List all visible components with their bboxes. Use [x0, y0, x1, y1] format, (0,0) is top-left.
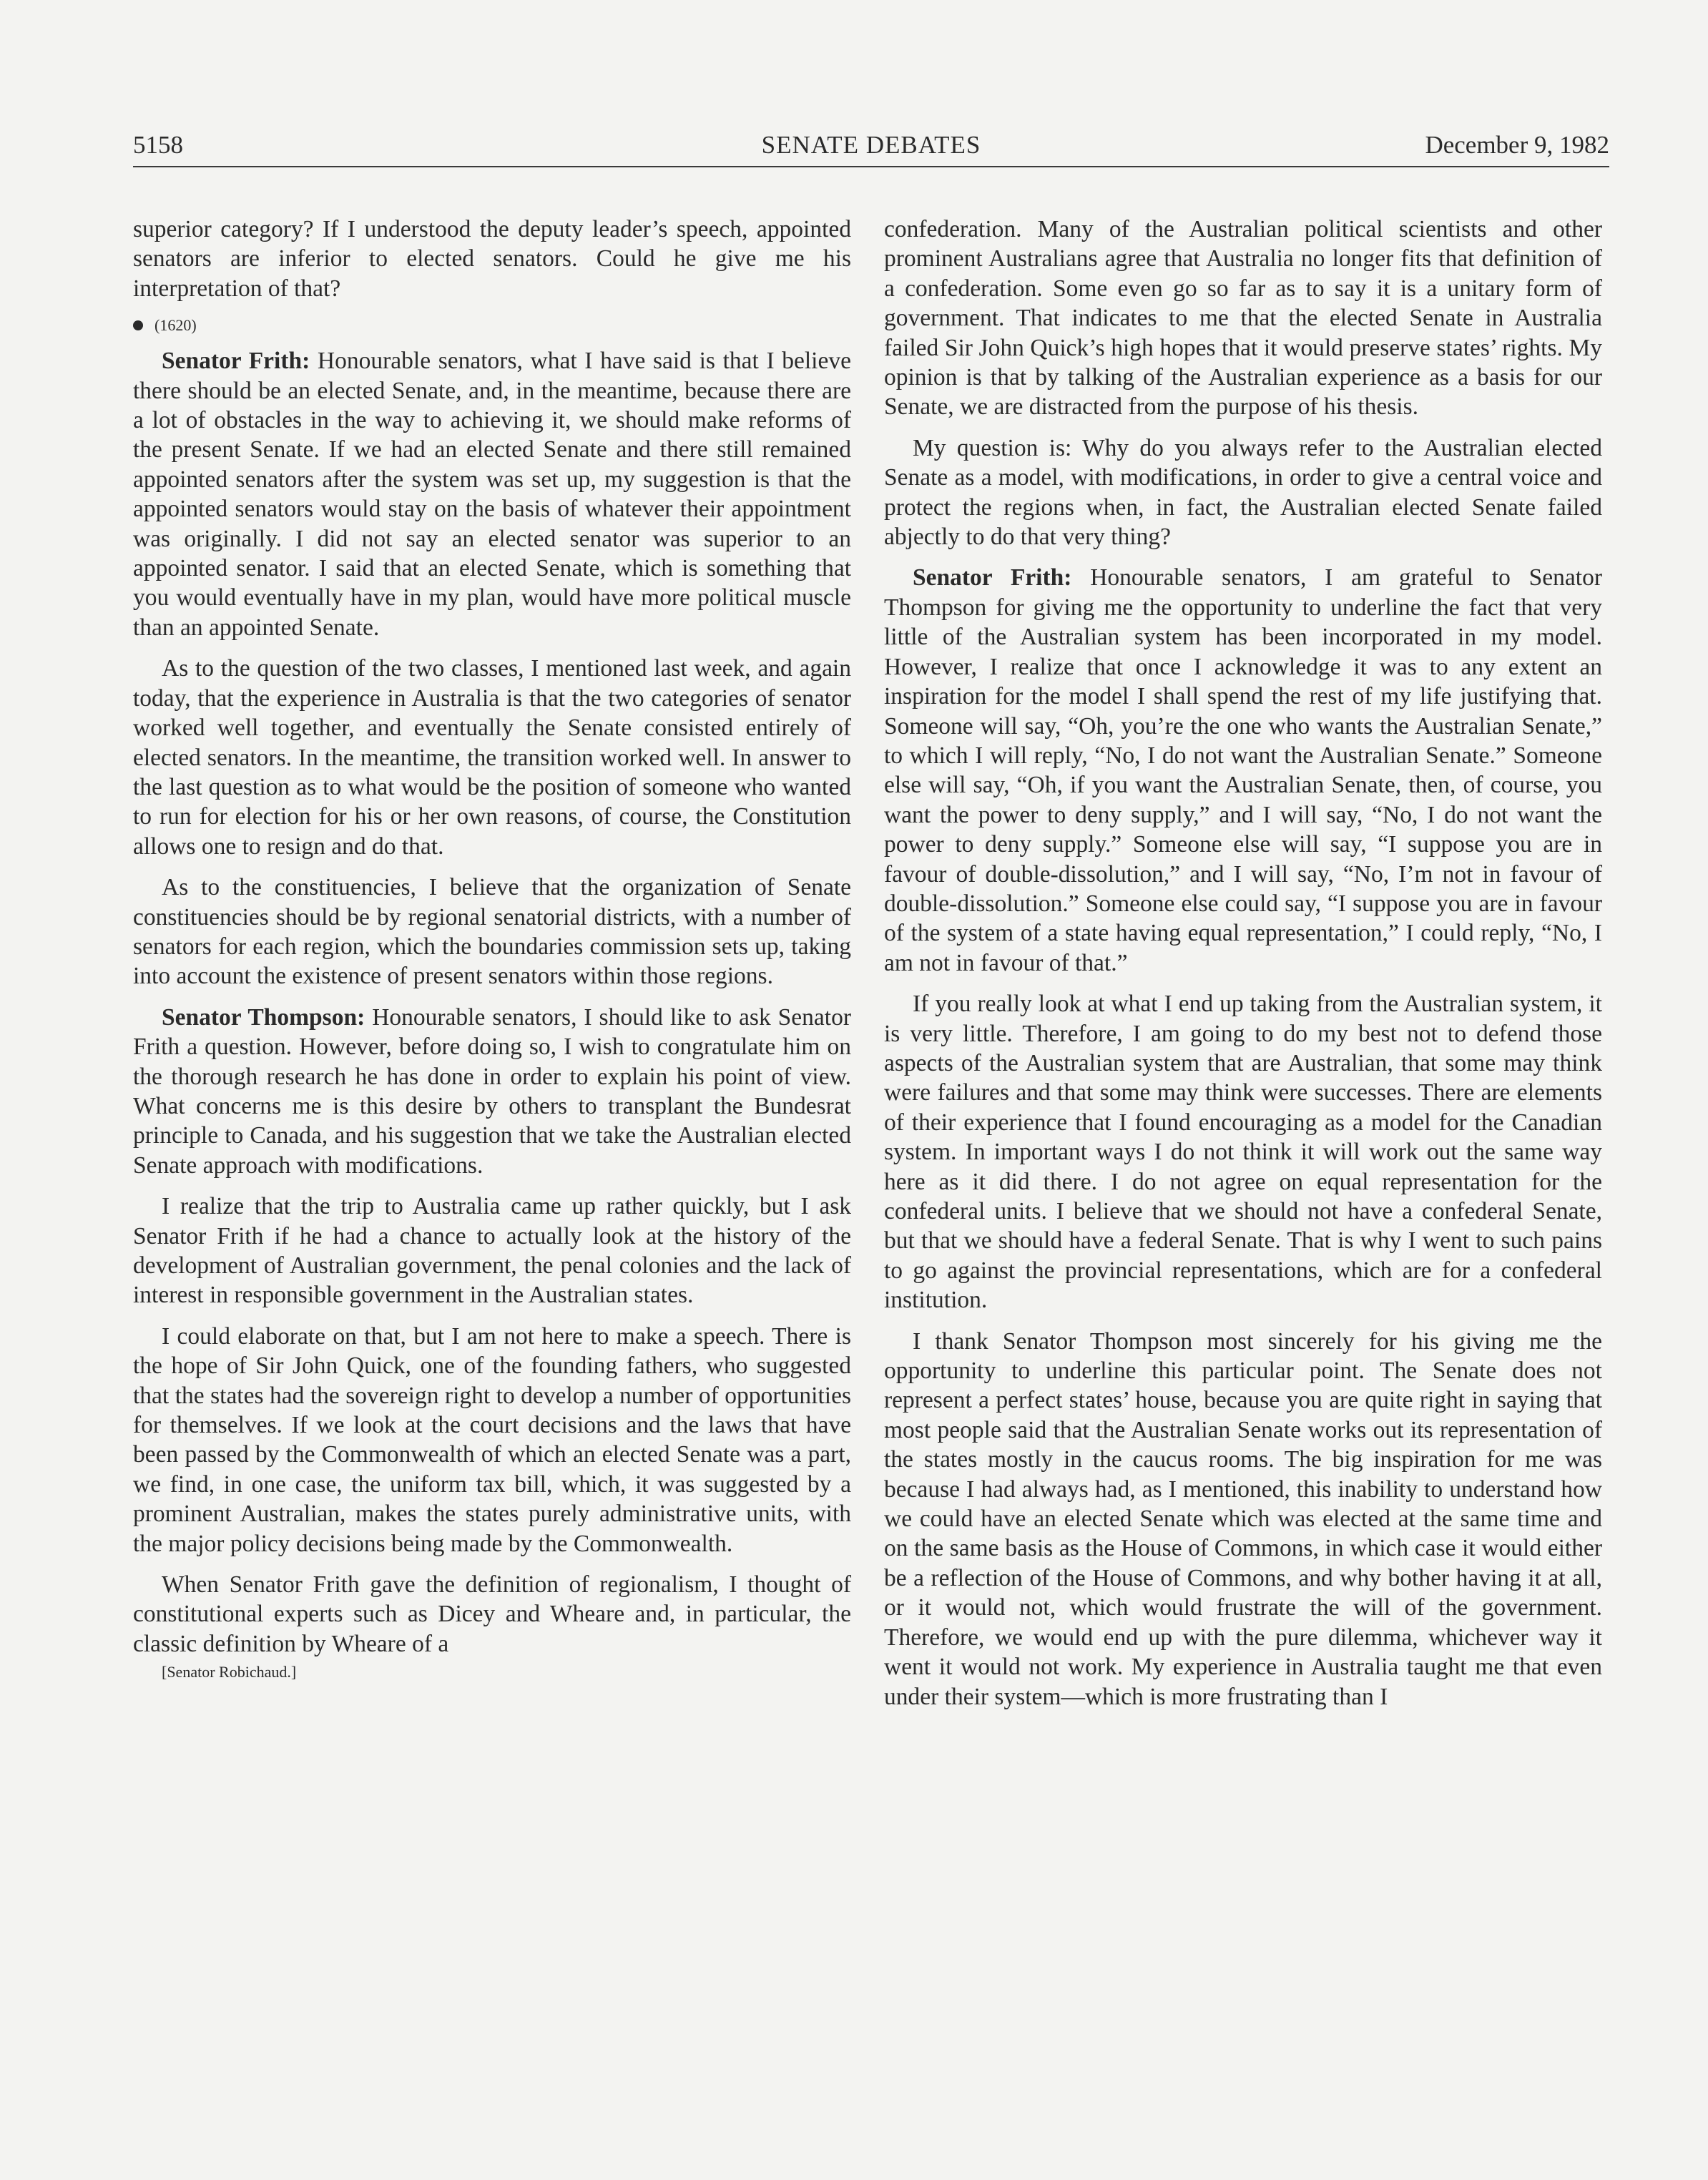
speaker-name: Senator Frith:	[913, 564, 1072, 591]
paragraph: When Senator Frith gave the definition of regionalism, I thought of constitutional experts such as Dicey and Wheare and, in particular, the classic definition by Wheare of a	[133, 1571, 851, 1657]
speech-text: Honourable senators, I should like to ask Senator Frith a question. However, before doing so, I wish to congratulate him on the thorough research he has done in order to explain his point of view. What concerns me is this desire by others to transplant the Bundesrat principle to Canada, and his suggestion that we take the Australian elected Senate approach with modifications.	[133, 1003, 852, 1179]
paragraph: I thank Senator Thompson most sincerely for his giving me the opportunity to underline this particular point. The Senate does not represent a perfect states’ house, because you are quite right in saying that most people said that the Australian Senate works out its representation of the states mostly in the caucus rooms. The big inspiration for me was because I had always had, as I mentioned, this inability to understand how we could have an elected Senate which was elected at the same time and on the same basis as the House of Commons, in which case it would either be a reflection of the House of Commons, and why bother having it at all, or it would not, which would frustrate the will of the government. Therefore, we would end up with the pure dilemma, whichever way it went it would not work. My experience in Australia taught me that even under their system—which is more frustrating than I	[884, 1327, 1602, 1710]
paragraph	[133, 346, 851, 642]
paragraph: I could elaborate on that, but I am not here to make a speech. There is the hope of Sir John Quick, one of the founding fathers, who suggested that the states had the sovereign right to develop a number of opportunities for themselves. If we look at the court decisions and the laws that have been passed by the Commonwealth of which an elected Senate was a part, we find, in one case, the uniform tax bill, which, it was suggested by a prominent Australian, makes the states purely administrative units, with the major policy decisions being made by the Commonwealth.	[133, 1322, 851, 1557]
right-column	[884, 215, 1602, 1723]
speech-text: Honourable senators, what I have said is that I believe there should be an elected Senate, and, in the meantime, because there are a lot of obstacles in the way to achieving it, we should make reforms of the present Senate. If we had an elected Senate and there still remained appointed senators after the system was set up, my suggestion is that the appointed senators would stay on the basis of whatever their appointment was originally. I did not say an elected senator was superior to an appointed senator. I said that an elected Senate, which is something that you would eventually have in my plan, would have more political muscle than an appointed Senate.	[133, 348, 851, 641]
speaker-attribution: [Senator Robichaud.]	[162, 1663, 297, 1681]
publication-date: December 9, 1982	[1425, 131, 1609, 159]
paragraph: confederation. Many of the Australian political scientists and other prominent Australians agree that Australia no longer fits that definition of a confederation. Some even go so far as to say it is a unitary form of government. That indicates to me that the elected Senate in Australia failed Sir John Quick’s high hopes that it would preserve states’ rights. My opinion is that by talking of the Australian experience as a basis for our Senate, we are distracted from the purpose of his thesis.	[884, 216, 1602, 421]
time-marker-label: (1620)	[154, 316, 197, 335]
paragraph: My question is: Why do you always refer to the Australian elected Senate as a model, with modifications, in order to give a central voice and protect the regions when, in fact, the Australian elected Senate failed abjectly to do that very thing?	[884, 434, 1602, 551]
paragraph: superior category? If I understood the deputy leader’s speech, appointed senators are inferior to elected senators. Could he give me his interpretation of that?	[133, 216, 851, 302]
time-marker	[133, 315, 851, 336]
paragraph: As to the question of the two classes, I mentioned last week, and again today, that the experience in Australia is that the two categories of senator worked well together, and eventually the Senate consisted entirely of elected senators. In the meantime, the transition worked well. In answer to the last question as to what would be the position of someone who wanted to run for election for his or her own reasons, of course, the Constitution allows one to resign and do that.	[133, 655, 851, 860]
publication-title: SENATE DEBATES	[761, 131, 981, 159]
speaker-name: Senator Frith:	[162, 348, 310, 375]
page-header	[133, 127, 1609, 163]
header-rule	[133, 166, 1609, 167]
speech-text: Honourable senators, I am grateful to Senator Thompson for giving me the opportunity to underline the fact that very little of the Australian system has been incorporated in my model. However, I realize that once I acknowledge it was to any extent an inspiration for the model I shall spend the rest of my life justifying that. Someone will say, “Oh, you’re the one who wants the Australian Senate,” to which I will reply, “No, I do not want the Australian Senate.” Someone else will say, “Oh, if you want the Australian Senate, then, of course, you want the power to deny supply,” and I will say, “No, I do not want the power to deny supply.” Someone else will say, “I suppose you are in favour of double-dissolution,” and I will say, “No, I’m not in favour of double-dissolution.” Someone else could say, “I suppose you are in favour of the system of a state having equal representation,” I could reply, “No, I am not in favour of that.”	[884, 564, 1602, 976]
paragraph: As to the constituencies, I believe that the organization of Senate constituencies should be by regional senatorial districts, with a number of senators for each region, which the boundaries commission sets up, taking into account the existence of present senators within those regions.	[133, 874, 851, 990]
page-number: 5158	[133, 131, 183, 159]
paragraph: I realize that the trip to Australia came up rather quickly, but I ask Senator Frith if he had a chance to actually look at the history of the development of Australian government, the penal colonies and the lack of interest in responsible government in the Australian states.	[133, 1193, 851, 1309]
speaker-name: Senator Thompson:	[162, 1003, 365, 1031]
left-column	[133, 215, 851, 1683]
bullet-icon	[133, 320, 143, 330]
paragraph	[884, 563, 1602, 978]
paragraph: If you really look at what I end up taking from the Australian system, it is very little. Therefore, I am going to do my best not to defend those aspects of the Australian system that are Australian, that some may think were failures and that some may think were successes. There are elements of their experience that I found encouraging as a model for the Canadian system. In important ways I do not think it will work out the same way here as it did there. I do not agree on equal representation for the confederal units. I believe that we should not have a confederal Senate, but that we should have a federal Senate. That is why I went to such pains to go against the provincial representations, which are for a confederal institution.	[884, 991, 1602, 1314]
paragraph	[133, 1003, 851, 1180]
